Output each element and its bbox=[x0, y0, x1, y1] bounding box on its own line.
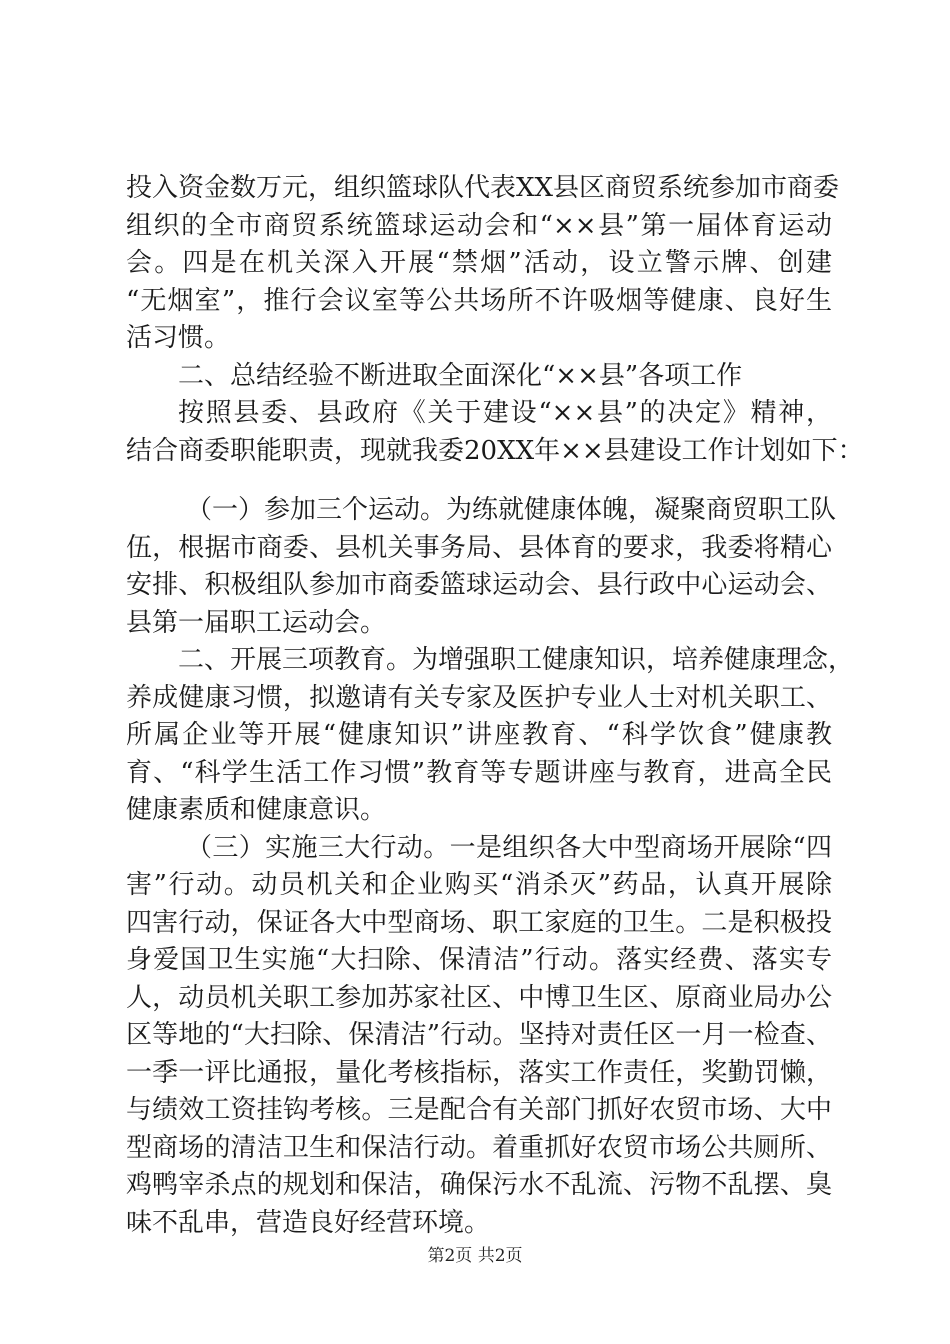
text-line: 二、开展三项教育。为增强职工健康知识，培养健康理念， bbox=[178, 645, 855, 675]
text-line: 会。四是在机关深入开展“禁烟”活动，设立警示牌、创建 bbox=[126, 248, 832, 278]
text-line: 养成健康习惯，拟邀请有关专家及医护专业人士对机关职工、 bbox=[126, 682, 832, 713]
text-line: 害”行动。动员机关和企业购买“消杀灭”药品，认真开展除 bbox=[126, 870, 832, 900]
text-line: 鸡鸭宰杀点的规划和保洁，确保污水不乱流、污物不乱摆、臭 bbox=[126, 1170, 832, 1200]
text-line: 四害行动，保证各大中型商场、职工家庭的卫生。二是积极投 bbox=[126, 907, 832, 938]
text-line: “无烟室”，推行会议室等公共场所不许吸烟等健康、良好生 bbox=[126, 285, 832, 316]
section-heading: 二、总结经验不断进取全面深化“××县”各项工作 bbox=[178, 360, 743, 391]
text-line: 伍，根据市商委、县机关事务局、县体育的要求，我委将精心 bbox=[126, 532, 832, 563]
text-line: （一）参加三个运动。为练就健康体魄，凝聚商贸职工队 bbox=[186, 495, 837, 525]
text-line: 健康素质和健康意识。 bbox=[126, 795, 387, 825]
text-line: 县第一届职工运动会。 bbox=[126, 607, 387, 638]
text-line: 结合商委职能职责，现就我委20XX年××县建设工作计划如下： bbox=[126, 435, 864, 466]
text-line: 身爱国卫生实施“大扫除、保清洁”行动。落实经费、落实专 bbox=[126, 945, 832, 975]
text-line: 味不乱串，营造良好经营环境。 bbox=[126, 1207, 491, 1238]
page-number-footer: 第2页 共2页 bbox=[427, 1246, 523, 1266]
text-line: 安排、积极组队参加市商委篮球运动会、县行政中心运动会、 bbox=[126, 570, 832, 600]
text-line: 所属企业等开展“健康知识”讲座教育、“科学饮食”健康教 bbox=[126, 720, 832, 750]
text-line: 区等地的“大扫除、保清洁”行动。坚持对责任区一月一检查、 bbox=[126, 1020, 832, 1050]
text-line: 人，动员机关职工参加苏家社区、中博卫生区、原商业局办公 bbox=[126, 982, 832, 1013]
text-line: 一季一评比通报，量化考核指标，落实工作责任，奖勤罚懒， bbox=[126, 1057, 832, 1088]
text-line: 按照县委、县政府《关于建设“××县”的决定》精神， bbox=[178, 398, 832, 428]
text-line: （三）实施三大行动。一是组织各大中型商场开展除“四 bbox=[186, 832, 832, 863]
document-body bbox=[126, 170, 864, 1242]
text-line: 与绩效工资挂钩考核。三是配合有关部门抓好农贸市场、大中 bbox=[126, 1095, 832, 1125]
text-line: 投入资金数万元，组织篮球队代表XX县区商贸系统参加市商委 bbox=[126, 173, 840, 203]
text-line: 组织的全市商贸系统篮球运动会和“××县”第一届体育运动 bbox=[126, 210, 832, 241]
text-line: 育、“科学生活工作习惯”教育等专题讲座与教育，进高全民 bbox=[126, 757, 832, 788]
text-line: 型商场的清洁卫生和保洁行动。着重抓好农贸市场公共厕所、 bbox=[126, 1132, 832, 1163]
paragraph-gap bbox=[126, 470, 832, 492]
text-line: 活习惯。 bbox=[126, 323, 231, 353]
